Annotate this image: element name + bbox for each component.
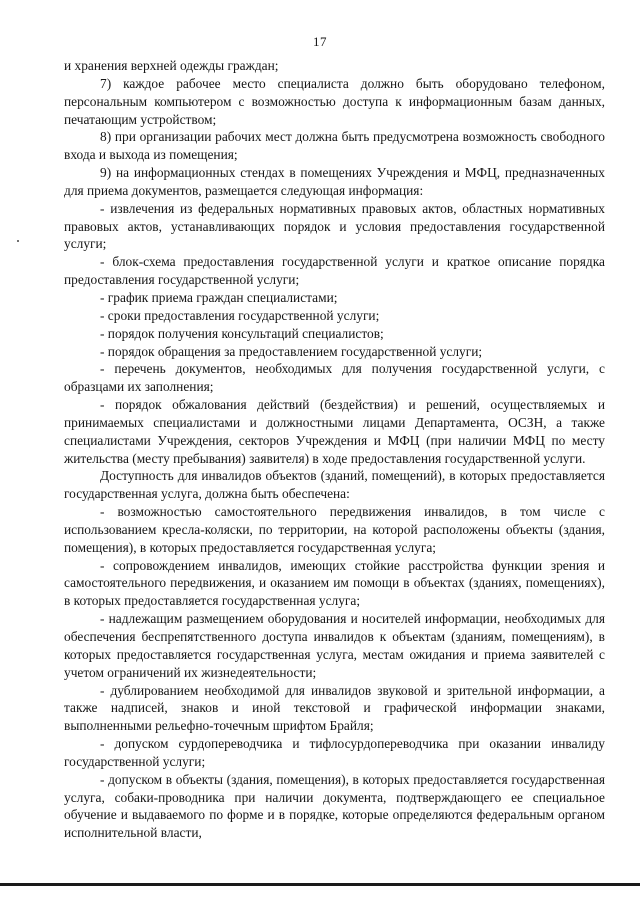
list-item: - блок-схема предоставления государственной услуги и краткое описание порядка предоставления государственной услуги; — [64, 254, 605, 288]
list-item: - график приема граждан специалистами; — [100, 289, 338, 305]
list-item: - дублированием необходимой для инвалидов звуковой и зрительной информации, а также надписей, знаков и иной текстовой и графической информации знаками, выполненными рельефно-точечным шрифтом Брайля; — [64, 682, 605, 734]
list-item: - сроки предоставления государственной услуги; — [100, 307, 380, 323]
scan-speck — [17, 240, 19, 242]
paragraph: 9) на информационных стендах в помещениях Учреждения и МФЦ, предназначенных для приема документов, размещается следующая информация: — [64, 165, 605, 198]
list-item: - порядок обращения за предоставлением государственной услуги; — [100, 343, 483, 359]
list-item: - возможностью самостоятельного передвижения инвалидов, в том числе с использованием кресла-коляски, по территории, на которой расположены объекты (здания, помещения), в которых предоставляется государственная услуга; — [64, 504, 605, 555]
list-item: - перечень документов, необходимых для получения государственной услуги, с образцами их заполнения; — [64, 361, 605, 395]
page-number: 17 — [313, 34, 327, 49]
document-body — [64, 57, 605, 842]
list-item: - надлежащим размещением оборудования и носителей информации, необходимых для обеспечения беспрепятственного доступа инвалидов к объектам (зданиям, помещениям), в которых предоставляется государственная услуга, местам ожидания и приема заявителей с учетом ограничений их жизнедеятельности; — [64, 611, 605, 680]
bottom-rule — [0, 883, 640, 886]
list-item: - сопровождением инвалидов, имеющих стойкие расстройства функции зрения и самостоятельного передвижения, и оказанием им помощи в объектах (зданиях, помещениях), в которых предоставляется государственная услуга; — [64, 557, 605, 609]
list-item: - извлечения из федеральных нормативных правовых актов, областных нормативных правовых актов, устанавливающих порядок и условия предоставления государственной услуги; — [64, 200, 605, 252]
paragraph: 8) при организации рабочих мест должна быть предусмотрена возможность свободного входа и выхода из помещения; — [64, 129, 605, 163]
paragraph: Доступность для инвалидов объектов (зданий, помещений), в которых предоставляется государственная услуга, должна быть обеспечена: — [64, 468, 605, 502]
list-item: - порядок обжалования действий (бездействия) и решений, осуществляемых и принимаемых специалистами и должностными лицами Департамента, ОСЗН, а также специалистами Учреждения, секторов Учреждения и МФЦ (при наличии МФЦ по месту жительства (месту пребывания) заявителя) в ходе предоставления государственной услуги. — [64, 397, 605, 466]
list-item: - допуском сурдопереводчика и тифлосурдопереводчика при оказании инвалиду государственной услуги; — [64, 736, 605, 769]
list-item: - порядок получения консультаций специалистов; — [100, 325, 384, 341]
paragraph: 7) каждое рабочее место специалиста должно быть оборудовано телефоном, персональным компьютером с возможностью доступа к информационным базам данных, печатающим устройством; — [64, 75, 605, 127]
list-item: - допуском в объекты (здания, помещения), в которых предоставляется государственная услуга, собаки-проводника при наличии документа, подтверждающего ее специальное обучение и выдаваемого по форме и в порядке, которые определяются федеральным органом исполнительной власти, — [64, 771, 605, 841]
paragraph: и хранения верхней одежды граждан; — [64, 58, 279, 73]
